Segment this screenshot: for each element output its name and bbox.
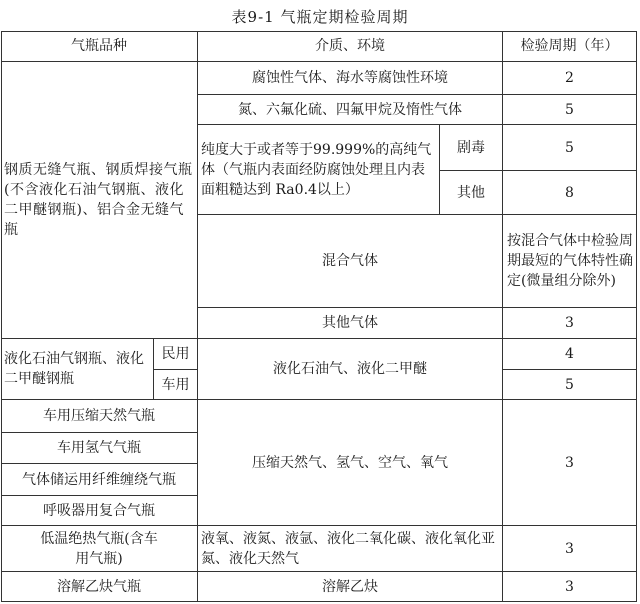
period-mixed-gas: 按混合气体中检验周期最短的气体特性确定(微量组分除外) [507, 233, 633, 289]
label-highly-toxic: 剧毒 [457, 139, 485, 156]
header-period: 检验周期（年） [520, 38, 619, 54]
label-civil-use: 民用 [161, 346, 190, 362]
medium-inert: 氮、六氟化硫、四氟甲烷及惰性气体 [238, 101, 462, 118]
period-acetylene: 3 [565, 578, 574, 595]
period-corrosive: 2 [565, 70, 574, 86]
header-cylinder-type: 气瓶品种 [71, 38, 127, 54]
header-medium: 介质、环境 [315, 38, 385, 54]
period-cryogenic: 3 [565, 540, 574, 557]
medium-mixed-gas: 混合气体 [322, 253, 378, 269]
cylinder-type-acetylene: 溶解乙炔气瓶 [57, 578, 141, 595]
period-compressed-gases: 3 [565, 454, 574, 471]
period-inert: 5 [565, 101, 574, 118]
cylinder-type-lpg: 液化石油气钢瓶、液化二甲醚钢瓶 [4, 351, 144, 387]
rule [636, 31, 637, 602]
label-vehicle-use: 车用 [161, 376, 190, 393]
medium-compressed-gases: 压缩天然气、氢气、空气、氧气 [252, 454, 448, 471]
medium-other-gas: 其他气体 [322, 315, 378, 331]
cylinder-type-fiber-wound: 气体储运用纤维缠绕气瓶 [22, 471, 176, 488]
cylinder-type-cryogenic: 低温绝热气瓶(含车用气瓶) [40, 530, 158, 567]
cylinder-type-breathing-composite: 呼吸器用复合气瓶 [43, 502, 155, 519]
cylinder-type-hydrogen-vehicle: 车用氢气气瓶 [57, 440, 141, 456]
table-caption: 表9-1 气瓶定期检验周期 [231, 8, 409, 26]
period-civil-use: 4 [565, 346, 574, 362]
period-other-gas: 3 [565, 315, 574, 331]
period-highly-toxic: 5 [565, 139, 574, 156]
medium-liquefied-gases: 液氧、液氮、液氩、液化二氧化碳、液化氧化亚氮、液化天然气 [201, 530, 495, 567]
period-other-pure: 8 [565, 184, 574, 201]
rule [1, 601, 637, 602]
cylinder-type-steel-aluminum: 钢质无缝气瓶、钢质焊接气瓶(不含液化石油气钢瓶、液化二甲醚钢瓶)、铝合金无缝气瓶 [4, 162, 193, 238]
medium-corrosive: 腐蚀性气体、海水等腐蚀性环境 [252, 70, 448, 86]
medium-high-purity-gas: 纯度大于或者等于99.999%的高纯气体（气瓶内表面经防腐蚀处理且内表面粗糙达到 Ra0.4以上） [201, 141, 432, 198]
label-other-pure: 其他 [457, 184, 485, 201]
medium-lpg-dme: 液化石油气、液化二甲醚 [273, 361, 427, 377]
period-vehicle-use: 5 [565, 376, 574, 393]
medium-dissolved-acetylene: 溶解乙炔 [322, 578, 378, 595]
inspection-period-table [1, 31, 637, 602]
cylinder-type-cng-vehicle: 车用压缩天然气瓶 [43, 408, 155, 424]
